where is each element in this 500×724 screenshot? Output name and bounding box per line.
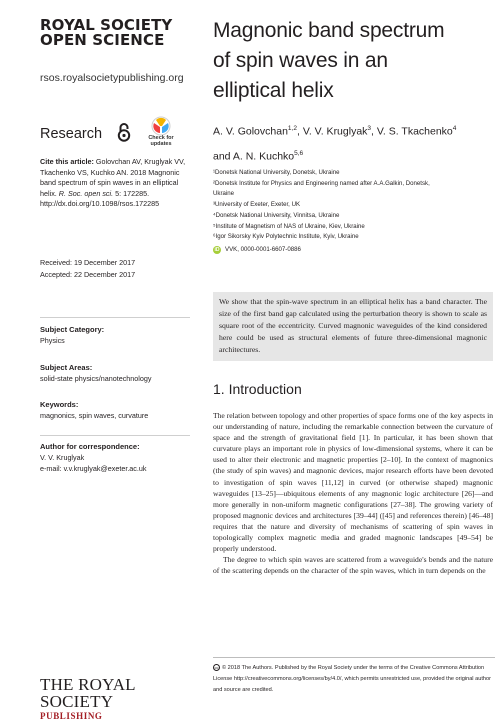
author-name: V. S. Tkachenko — [376, 125, 453, 138]
crossmark-label — [140, 135, 182, 147]
journal-brand-line1: ROYAL SOCIETY — [40, 16, 173, 34]
subject-category-label: Subject Category: — [40, 325, 105, 334]
open-access-icon — [117, 122, 131, 142]
left-sidebar — [0, 0, 200, 724]
citation-label: Cite this article: — [40, 157, 94, 166]
journal-brand-line2: OPEN SCIENCE — [40, 31, 165, 49]
keywords-label: Keywords: — [40, 400, 79, 409]
paragraph: The relation between topology and other properties of space forms one of the key aspects in our understanding of nature, including the remarkable connection between the curvature of space and the strength of gravitational field [1]. In particular, it has been shown that curvature plays an important role in physics of low-dimensional systems, where it can be used to alter their electronic and magnetic properties [2–10]. In the context of magnonics (the study of spin waves) and magnonic devices, major research efforts have been devoted to investigation of spin waves [11,12] in curved (or otherwise shaped) magnonic waveguides [13–25]—ubiquitous elements of any magnonic logic architecture [26]—and more generally in non-uniform magnetic configurations [27–38]. The growing variety of proposed magnonic devices and architectures [39–44] ([45] and references therein) [46–48] requires that the nature and diversity of mechanisms of scattering of spin waves in topologically complex magnetic media and graded magnonic landscapes [49–54] be properly understood. — [213, 411, 493, 554]
orcid-row — [213, 245, 493, 256]
publisher-name: THE ROYAL SOCIETY — [40, 675, 136, 711]
crossmark-label-line2: updates — [150, 141, 172, 147]
divider — [40, 435, 190, 436]
correspondence-name: V. V. Kruglyak — [40, 453, 85, 462]
citation-doi[interactable]: http://dx.doi.org/10.1098/rsos.172285 — [40, 199, 160, 208]
creative-commons-icon: cc — [214, 665, 219, 671]
keywords — [40, 399, 190, 421]
article-title — [213, 16, 493, 106]
affiliation: ⁶Igor Sikorsky Kyiv Polytechnic Institute, Kyiv, Ukraine — [213, 233, 359, 241]
subject-category — [40, 324, 190, 346]
author-name: and A. N. Kuchko — [213, 150, 295, 162]
citation-volume: 5: 172285. — [113, 188, 150, 198]
license-text: © 2018 The Authors. Published by the Royal Society under the terms of the Creative Commons Attribution License http://creativecommons.org/licenses/by/4.0/, which permits unrestricted use, provided the original author and source are credited. — [213, 665, 491, 693]
article-title-line2: of spin waves in an — [213, 49, 388, 72]
article-type-label: Research — [40, 126, 103, 142]
section-heading: 1. Introduction — [213, 381, 302, 397]
orcid-icon[interactable]: iD — [214, 247, 220, 254]
body-text — [213, 410, 493, 576]
affiliation: ¹Donetsk National University, Donetsk, Ukraine — [213, 169, 340, 176]
keywords-value: magnonics, spin waves, curvature — [40, 411, 149, 420]
paragraph: The degree to which spin waves are scattered from a waveguide's bends and the nature of the scattering depends on the character of the spin waves, which in turn depends on the — [213, 555, 493, 576]
affiliation: ⁴Donetsk National University, Vinnitsa, Ukraine — [213, 211, 340, 219]
received-date: Received: 19 December 2017 — [40, 258, 136, 267]
article-title-line1: Magnonic band spectrum — [213, 19, 445, 42]
publisher-logo — [40, 676, 200, 721]
affiliation: Ukraine — [213, 190, 234, 198]
abstract: We show that the spin-wave spectrum in an elliptical helix has a band character. The size of the first band gap calculated using the perturbation theory is shown to scale as square root of the eccentricity. Curved magnonic waveguides of the kind considered here could be used as structural elements of future three-dimensional magnonic architectures. — [213, 292, 493, 361]
article-dates — [40, 257, 190, 280]
crossmark-label-line1: Check for — [148, 135, 174, 141]
affiliation: ³University of Exeter, Exeter, UK — [213, 201, 301, 209]
journal-url[interactable]: rsos.royalsocietypublishing.org — [40, 72, 184, 84]
author-separator: , — [371, 125, 377, 138]
orcid-id[interactable]: VVK, 0000-0001-6607-0886 — [225, 245, 301, 253]
citation-journal: R. Soc. open sci. — [58, 188, 114, 198]
citation — [40, 157, 190, 210]
publisher-subtitle: PUBLISHING — [40, 711, 103, 721]
author-list — [213, 118, 493, 167]
journal-brand — [40, 18, 200, 48]
subject-category-value: Physics — [40, 336, 65, 345]
divider — [40, 317, 190, 318]
author-name: A. V. Golovchan — [213, 125, 288, 138]
license-notice — [213, 657, 495, 696]
author-affiliation-ref: 5,6 — [294, 149, 304, 157]
citation-text: Golovchan AV, Kruglyak VV, Tkachenko VS, Kuchko AN. 2018 Magnonic band spectrum of spin waves in an elliptical helix. — [40, 157, 186, 198]
article-main — [200, 0, 500, 724]
affiliation: ⁵Institute of Magnetism of NAS of Ukraine, Kiev, Ukraine — [213, 222, 365, 230]
subject-areas-value: solid-state physics/nanotechnology — [40, 374, 152, 383]
subject-areas-label: Subject Areas: — [40, 363, 93, 372]
accepted-date: Accepted: 22 December 2017 — [40, 269, 136, 279]
author-separator: , — [296, 125, 303, 138]
author-affiliation-ref: 3 — [367, 125, 372, 132]
correspondence-label: Author for correspondence: — [40, 442, 140, 451]
author-name: V. V. Kruglyak — [302, 125, 368, 138]
correspondence — [40, 441, 190, 474]
subject-areas — [40, 362, 190, 384]
affiliation: ²Donetsk Institute for Physics and Engineering named after A.A.Galkin, Donetsk, — [213, 179, 430, 187]
correspondence-email[interactable]: e-mail: v.v.kruglyak@exeter.ac.uk — [40, 464, 147, 473]
author-affiliation-ref: 4 — [452, 125, 457, 132]
affiliations — [213, 168, 493, 256]
article-title-line3: elliptical helix — [213, 79, 334, 102]
author-affiliation-ref: 1,2 — [287, 125, 297, 132]
